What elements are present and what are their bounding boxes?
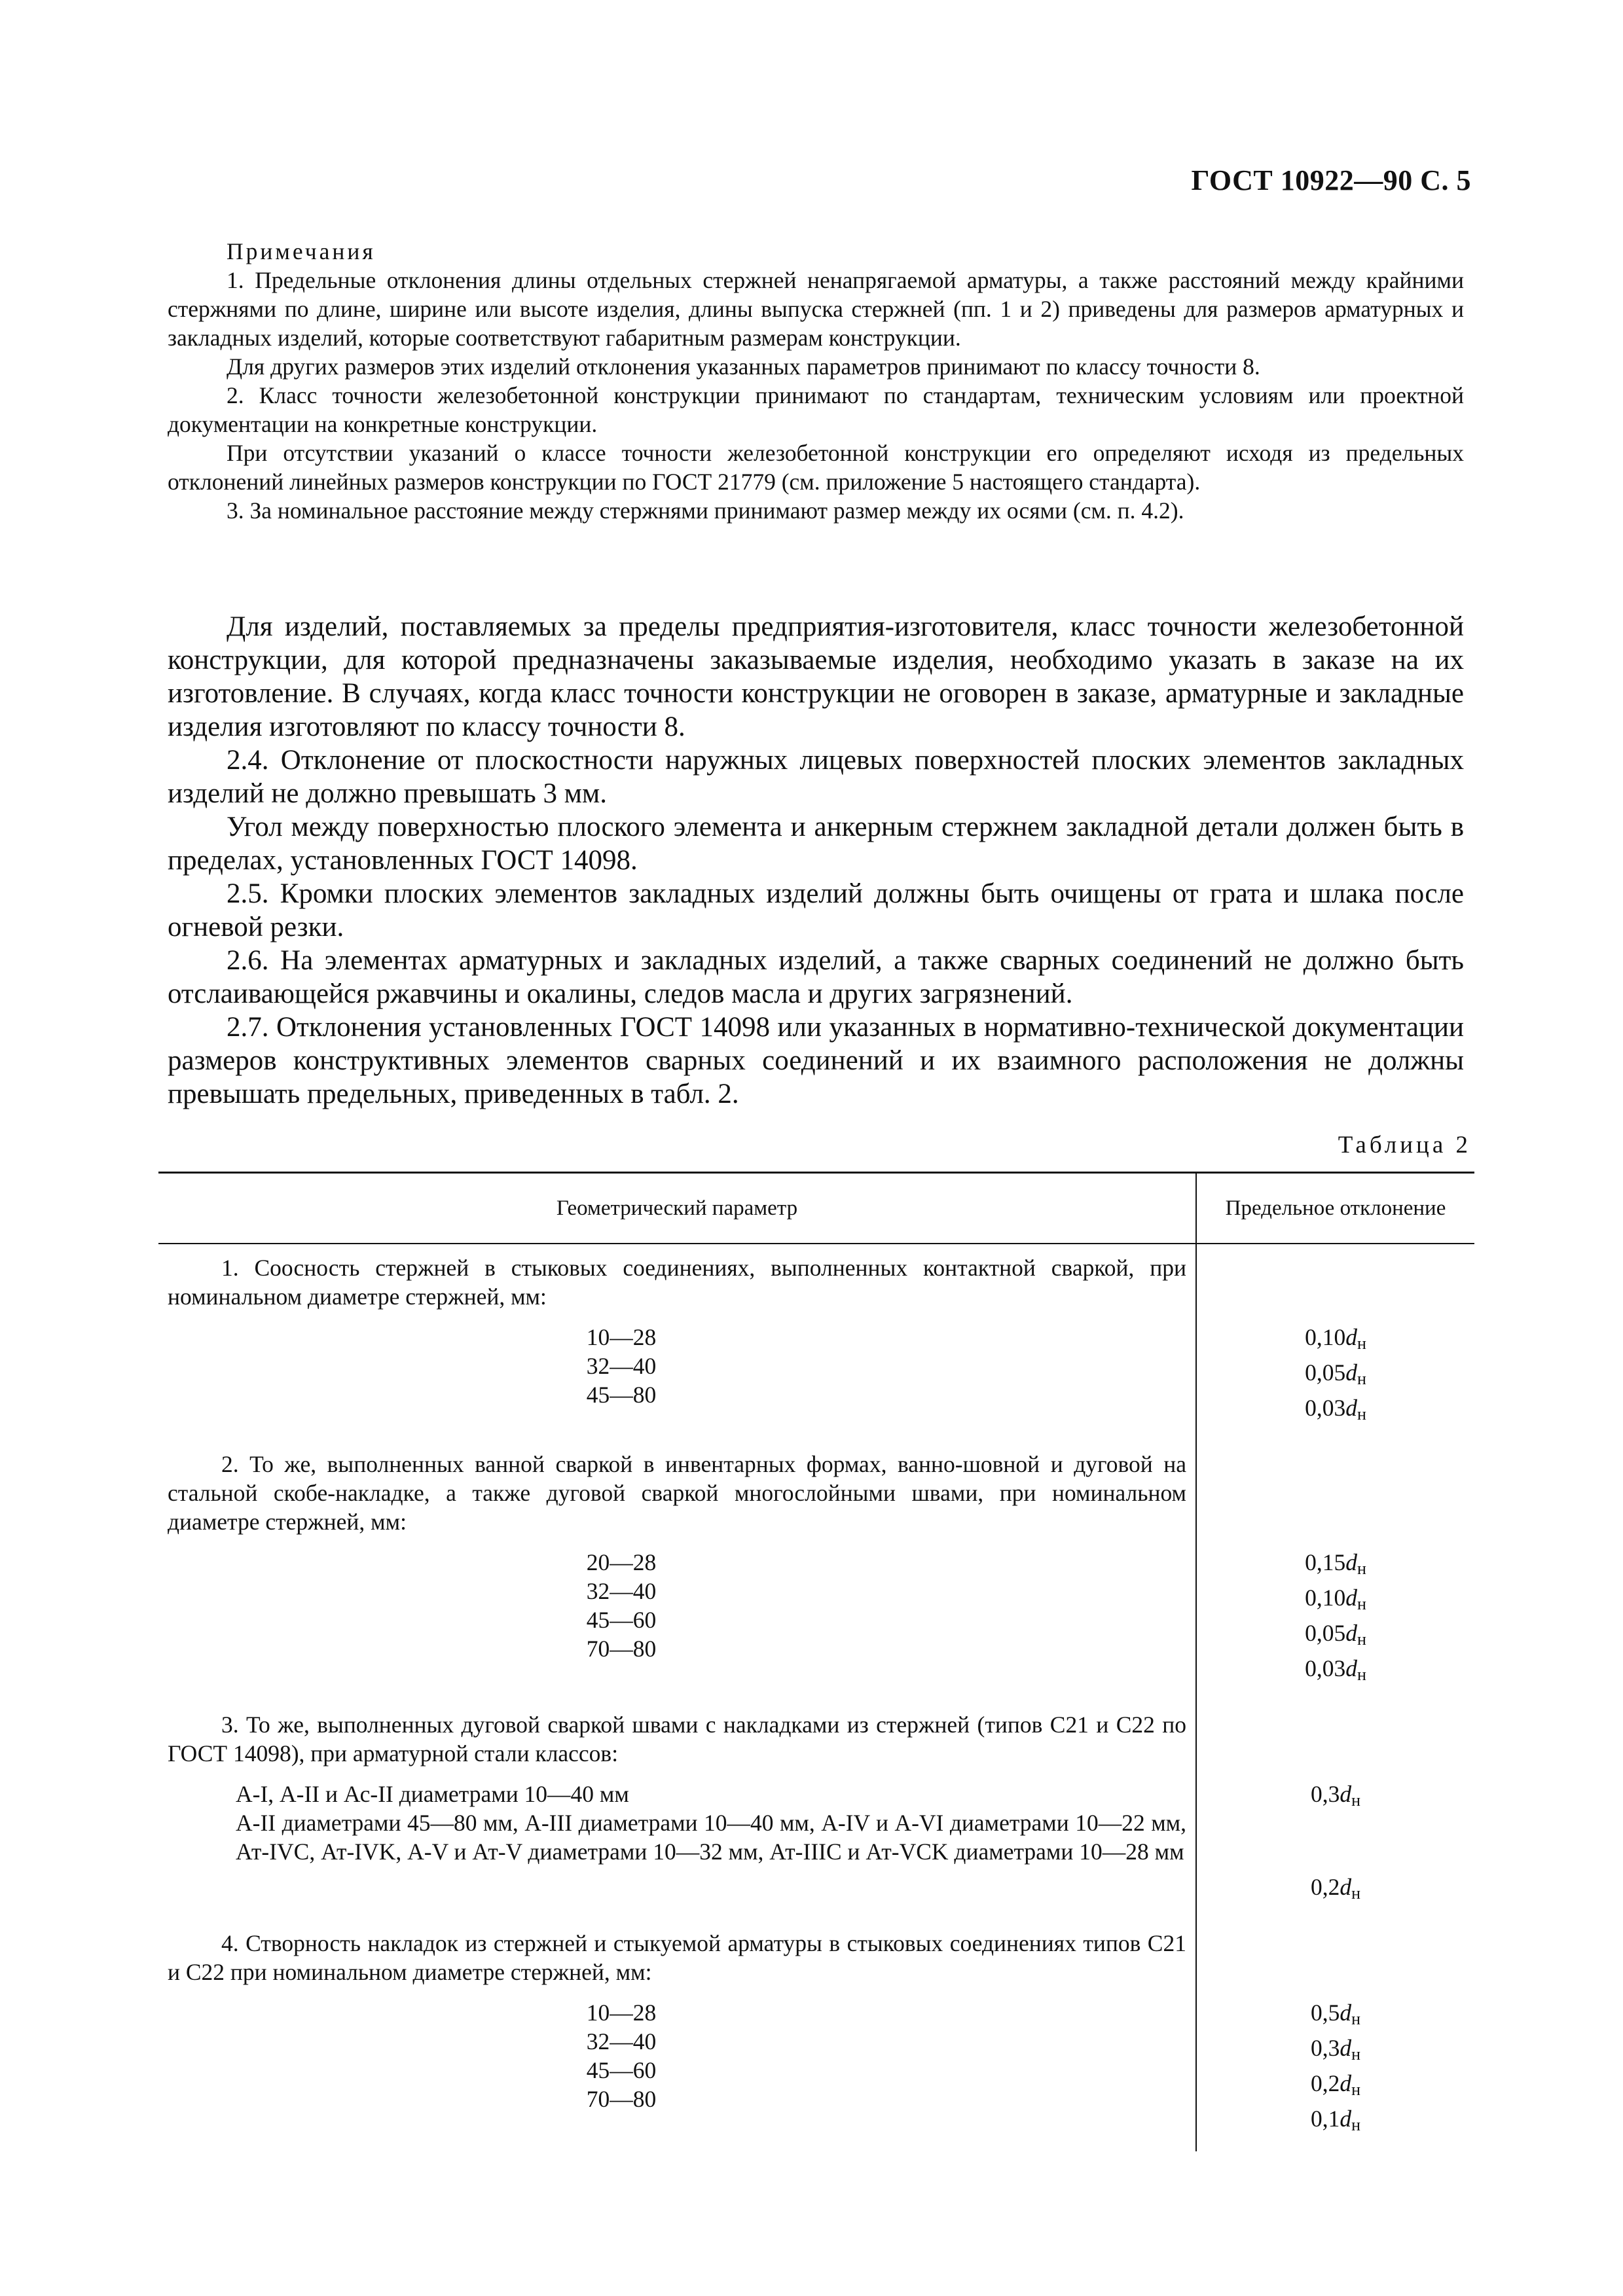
main-text <box>168 610 1464 1111</box>
table-row <box>158 1920 1474 2151</box>
range-list <box>168 1548 1186 1663</box>
table-row <box>158 1701 1474 1920</box>
diameter-range: 70—80 <box>586 2086 657 2112</box>
table-cell-parameter <box>158 1701 1196 1920</box>
table-cell-deviation <box>1196 1441 1474 1701</box>
table-row <box>158 1441 1474 1701</box>
table-cell-parameter <box>158 1920 1196 2151</box>
deviation-value: $0,03d_н$ <box>1305 1655 1366 1684</box>
steel-class-item: А-II диаметрами 45—80 мм, А-III диаметрами 10—40 мм, А-IV и А-VI диаметрами 10—22 мм, Ат-IVC, Ат-IVK, А-V и Ат-V диаметрами 10—32 мм, Ат-IIIC и Ат-VCK диаметрами 10—28 мм <box>236 1810 1186 1865</box>
section-description: 1. Соосность стержней в стыковых соединениях, выполненных контактной сваркой, при номинальном диаметре стержней, мм: <box>168 1255 1186 1310</box>
deviation-value: $0,2d_н$ <box>1310 2070 1361 2099</box>
table-caption: Таблица 2 <box>1338 1132 1471 1158</box>
deviation-table <box>158 1172 1474 2151</box>
deviation-value: $0,3d_н$ <box>1310 1781 1361 1810</box>
table-row <box>158 1244 1474 1441</box>
column-header-deviation: Предельное отклонение <box>1196 1173 1474 1244</box>
notes-title: Примечания <box>227 238 376 264</box>
table-cell-parameter <box>158 1244 1196 1441</box>
table-cell-parameter <box>158 1441 1196 1701</box>
body-paragraph: Угол между поверхностью плоского элемента и анкерным стержнем закладной детали должен быть в пределах, установленных ГОСТ 14098. <box>168 812 1464 876</box>
diameter-range: 32—40 <box>586 1353 657 1379</box>
deviation-value: $0,5d_н$ <box>1310 2000 1361 2028</box>
steel-class-list <box>168 1780 1186 1866</box>
section-description: 2. То же, выполненных ванной сваркой в инвентарных формах, ванно-шовной и дуговой на стальной скобе-накладке, а также дуговой сваркой многослойными швами, при номинальном диаметре стержней, мм: <box>168 1451 1186 1535</box>
diameter-range: 20—28 <box>586 1549 657 1575</box>
diameter-range: 10—28 <box>586 1324 657 1350</box>
note-paragraph: 1. Предельные отклонения длины отдельных стержней ненапрягаемой арматуры, а также расстояний между крайними стержнями по длине, ширине или высоте изделия, длины выпуска стержней (пп. 1 и 2) приведены для размеров арматурных и закладных изделий, которые соответствуют габаритным размерам конструкции. <box>168 267 1464 351</box>
diameter-range: 10—28 <box>586 2000 657 2026</box>
table-cell-deviation <box>1196 1920 1474 2151</box>
table-cell-deviation <box>1196 1701 1474 1920</box>
section-description: 3. То же, выполненных дуговой сваркой швами с накладками из стержней (типов С21 и С22 по ГОСТ 14098), при арматурной стали классов: <box>168 1712 1186 1767</box>
deviation-value: $0,03d_н$ <box>1305 1395 1366 1424</box>
deviation-value: $0,2d_н$ <box>1310 1874 1361 1903</box>
deviation-value: $0,05d_н$ <box>1305 1620 1366 1649</box>
diameter-range: 45—80 <box>586 1382 657 1408</box>
diameter-range: 45—60 <box>586 1607 657 1633</box>
section-description: 4. Створность накладок из стержней и стыкуемой арматуры в стыковых соединениях типов С21 и С22 при номинальном диаметре стержней, мм: <box>168 1930 1186 1985</box>
body-paragraph: 2.7. Отклонения установленных ГОСТ 14098 или указанных в нормативно-технической документации размеров конструктивных элементов сварных соединений и их взаимного расположения не должны превышать предельных, приведенных в табл. 2. <box>168 1012 1464 1109</box>
deviation-value: $0,1d_н$ <box>1310 2106 1361 2134</box>
page-header: ГОСТ 10922—90 С. 5 <box>1191 164 1471 196</box>
note-paragraph: 3. За номинальное расстояние между стержнями принимают размер между их осями (см. п. 4.2). <box>227 497 1184 524</box>
note-paragraph: При отсутствии указаний о классе точности железобетонной конструкции его определяют исходя из предельных отклонений линейных размеров конструкции по ГОСТ 21779 (см. приложение 5 настоящего стандарта). <box>168 440 1464 495</box>
diameter-range: 45—60 <box>586 2057 657 2083</box>
diameter-range: 32—40 <box>586 1578 657 1604</box>
notes-block <box>168 237 1464 525</box>
note-paragraph: 2. Класс точности железобетонной конструкции принимают по стандартам, техническим условиям или проектной документации на конкретные конструкции. <box>168 382 1464 437</box>
deviation-value: $0,10d_н$ <box>1305 1585 1366 1613</box>
column-header-parameter: Геометрический параметр <box>158 1173 1196 1244</box>
note-paragraph: Для других размеров этих изделий отклонения указанных параметров принимают по классу точности 8. <box>227 353 1260 380</box>
body-paragraph: 2.5. Кромки плоских элементов закладных изделий должны быть очищены от грата и шлака после огневой резки. <box>168 878 1464 942</box>
range-list <box>168 1323 1186 1409</box>
body-paragraph: Для изделий, поставляемых за пределы предприятия-изготовителя, класс точности железобетонной конструкции, для которой предназначены заказываемые изделия, необходимо указать в заказе на их изготовление. В случаях, когда класс точности конструкции не оговорен в заказе, арматурные и закладные изделия изготовляют по классу точности 8. <box>168 611 1464 742</box>
deviation-value: $0,05d_н$ <box>1305 1359 1366 1388</box>
deviation-value: $0,15d_н$ <box>1305 1549 1366 1578</box>
deviation-value: $0,10d_н$ <box>1305 1324 1366 1353</box>
steel-class-item: А-I, А-II и Ас-II диаметрами 10—40 мм <box>236 1781 629 1807</box>
diameter-range: 70—80 <box>586 1636 657 1662</box>
table-cell-deviation <box>1196 1244 1474 1441</box>
body-paragraph: 2.6. На элементах арматурных и закладных изделий, а также сварных соединений не должно быть отслаивающейся ржавчины и окалины, следов масла и других загрязнений. <box>168 945 1464 1009</box>
body-paragraph: 2.4. Отклонение от плоскостности наружных лицевых поверхностей плоских элементов закладных изделий не должно превышать 3 мм. <box>168 745 1464 809</box>
deviation-value: $0,3d_н$ <box>1310 2035 1361 2064</box>
diameter-range: 32—40 <box>586 2028 657 2054</box>
range-list <box>168 1998 1186 2113</box>
